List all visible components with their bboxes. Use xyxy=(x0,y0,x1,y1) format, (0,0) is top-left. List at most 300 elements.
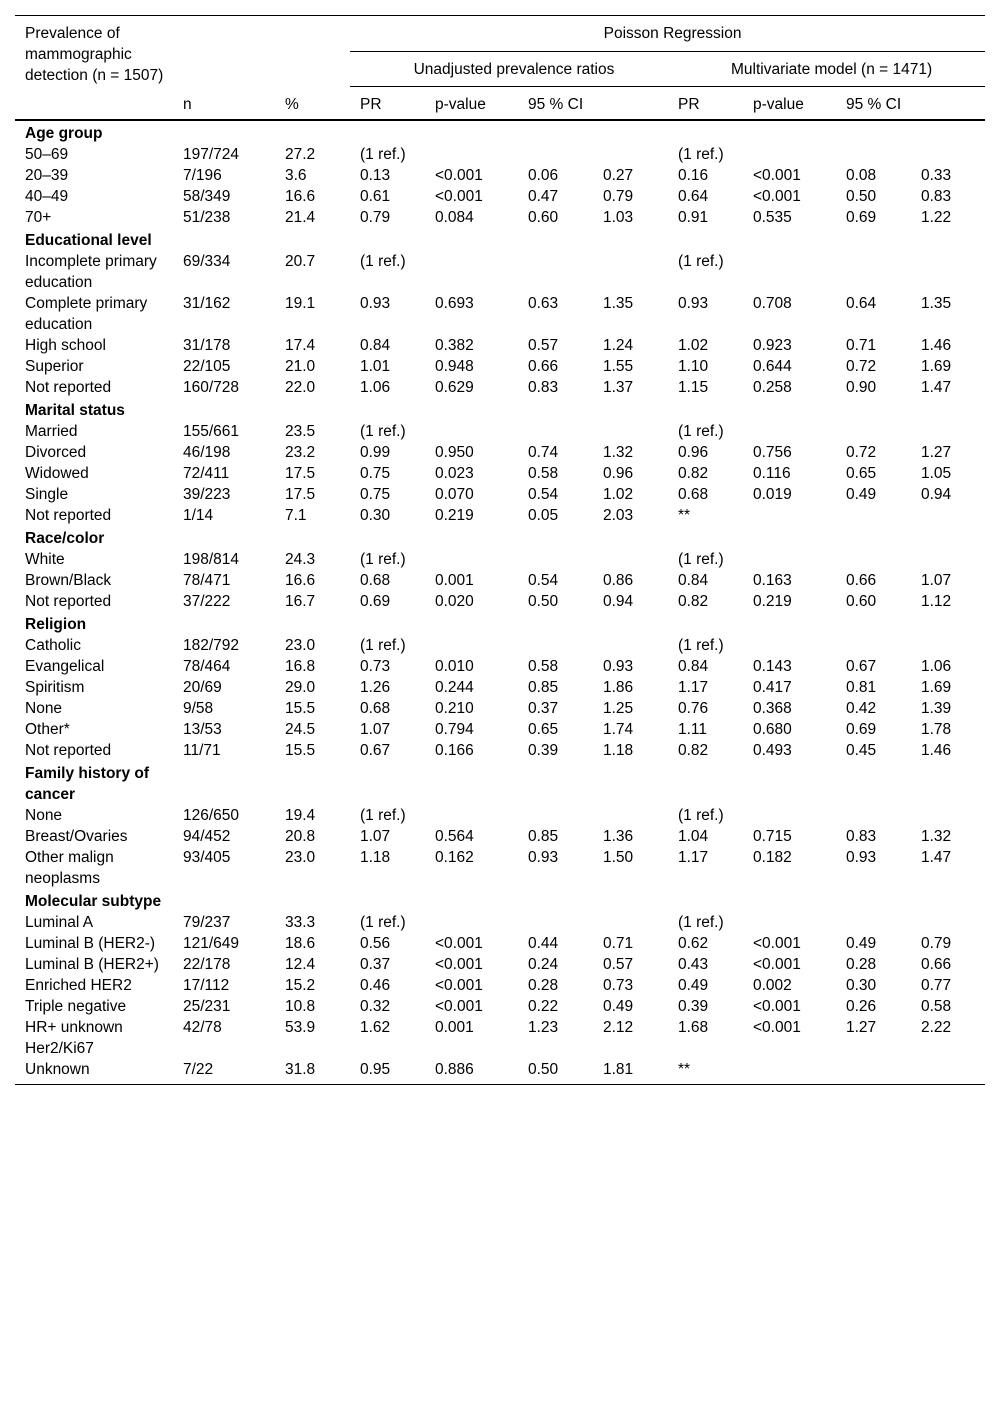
cell-pvalue: 0.382 xyxy=(435,337,474,354)
cell-mpvalue: 0.258 xyxy=(753,379,792,396)
cell-n: 126/650 xyxy=(183,807,240,824)
cell-mpr: 0.49 xyxy=(678,977,709,994)
group-filler xyxy=(173,228,985,251)
cell-mpr: 0.84 xyxy=(678,658,709,675)
group-title: Marital status xyxy=(25,402,125,419)
cell-n: 31/178 xyxy=(183,337,231,354)
row-label: Not reported xyxy=(25,742,112,759)
table-row xyxy=(15,377,985,398)
cell-n: 22/178 xyxy=(183,956,231,973)
cell-ci-high: 1.81 xyxy=(593,1059,668,1085)
header-ci: 95 % CI xyxy=(518,87,668,121)
cell-n: 58/349 xyxy=(183,188,231,205)
cell-mci-high: 2.22 xyxy=(921,1019,952,1036)
cell-mpvalue: <0.001 xyxy=(753,935,801,952)
cell-n: 39/223 xyxy=(183,486,231,503)
cell-pvalue: <0.001 xyxy=(435,167,483,184)
group-title: Educational level xyxy=(25,232,152,249)
cell-ci-low: 0.60 xyxy=(528,209,559,226)
cell-n: 160/728 xyxy=(183,379,240,396)
cell-mpvalue xyxy=(743,912,836,933)
cell-pr: 1.62 xyxy=(360,1019,391,1036)
cell-ci-high xyxy=(593,421,668,442)
cell-n: 42/78 xyxy=(183,1019,222,1036)
cell-mpr: 1.17 xyxy=(678,849,709,866)
cell-mpvalue: 0.708 xyxy=(753,295,792,312)
cell-pct: 3.6 xyxy=(285,167,307,184)
cell-pr: 0.68 xyxy=(360,700,391,717)
cell-mci-high xyxy=(911,635,985,656)
table-body xyxy=(15,120,985,1085)
cell-n: 72/411 xyxy=(183,465,230,482)
cell-pr: (1 ref.) xyxy=(360,914,406,931)
cell-mpr: 0.91 xyxy=(678,209,709,226)
cell-pvalue xyxy=(425,549,518,570)
cell-pvalue: <0.001 xyxy=(435,956,483,973)
cell-mpr: 1.68 xyxy=(678,1019,709,1036)
cell-pr: 0.95 xyxy=(350,1059,425,1085)
cell-ci-high: 0.49 xyxy=(603,998,634,1015)
cell-mci-low: 0.90 xyxy=(846,379,877,396)
cell-mpvalue xyxy=(743,549,836,570)
row-label: Not reported xyxy=(25,379,112,396)
cell-mci-low: 0.42 xyxy=(846,700,877,717)
cell-ci-low: 0.47 xyxy=(528,188,559,205)
cell-pvalue xyxy=(425,144,518,165)
cell-pvalue: 0.886 xyxy=(425,1059,518,1085)
cell-ci-high: 1.37 xyxy=(603,379,634,396)
cell-mci-high: 1.39 xyxy=(921,700,952,717)
group-title: Molecular subtype xyxy=(25,893,162,910)
cell-mci-low xyxy=(836,421,911,442)
cell-mci-low: 0.66 xyxy=(846,572,877,589)
table-row xyxy=(15,186,985,207)
cell-mci-low: 0.08 xyxy=(846,167,877,184)
cell-mpr: 1.10 xyxy=(678,358,709,375)
cell-mpr: 0.82 xyxy=(678,742,709,759)
header-pr: PR xyxy=(350,87,425,121)
row-label: None xyxy=(25,807,63,824)
cell-mci-high xyxy=(911,251,985,293)
cell-mpvalue: 0.116 xyxy=(753,465,791,482)
cell-pct: 29.0 xyxy=(285,679,316,696)
cell-ci-low xyxy=(518,912,593,933)
table-row xyxy=(15,505,985,526)
cell-ci-low xyxy=(518,251,593,293)
cell-ci-high: 0.27 xyxy=(603,167,634,184)
row-label: Luminal A xyxy=(25,914,94,931)
cell-ci-high xyxy=(593,912,668,933)
cell-pct: 17.4 xyxy=(285,337,316,354)
row-label: Not reported xyxy=(25,593,112,610)
cell-mpvalue: 0.219 xyxy=(753,593,792,610)
cell-ci-low: 0.58 xyxy=(528,465,559,482)
table-row xyxy=(15,805,985,826)
row-label: Enriched HER2 xyxy=(25,977,132,994)
cell-pr: 0.37 xyxy=(360,956,391,973)
cell-n: 13/53 xyxy=(183,721,222,738)
cell-n: 198/814 xyxy=(183,551,240,568)
header-unadjusted: Unadjusted prevalence ratios xyxy=(350,52,668,87)
cell-pr: 0.99 xyxy=(360,444,391,461)
table-row xyxy=(15,1059,985,1085)
table-header xyxy=(15,16,985,121)
cell-ci-high: 1.86 xyxy=(603,679,634,696)
cell-pvalue: 0.001 xyxy=(435,1019,474,1036)
cell-mpvalue xyxy=(743,251,836,293)
cell-pct: 16.7 xyxy=(285,593,316,610)
cell-n: 79/237 xyxy=(183,914,231,931)
cell-mpvalue: 0.535 xyxy=(753,209,792,226)
cell-pvalue: 0.166 xyxy=(435,742,474,759)
header-pct: % xyxy=(275,16,350,121)
cell-mpvalue: 0.923 xyxy=(753,337,792,354)
cell-mci-high: 1.47 xyxy=(921,849,952,866)
group-row xyxy=(15,398,985,421)
cell-pvalue xyxy=(425,635,518,656)
cell-mpr: 1.15 xyxy=(678,379,709,396)
cell-mci-low xyxy=(836,505,911,526)
table-row xyxy=(15,677,985,698)
cell-mci-low xyxy=(836,635,911,656)
cell-pct: 31.8 xyxy=(275,1059,350,1085)
cell-ci-low xyxy=(518,805,593,826)
cell-mci-high: 1.78 xyxy=(921,721,952,738)
cell-mci-high: 1.07 xyxy=(921,572,952,589)
cell-ci-low: 1.23 xyxy=(528,1019,559,1036)
table-row xyxy=(15,719,985,740)
cell-pvalue: 0.084 xyxy=(435,209,474,226)
cell-ci-low: 0.85 xyxy=(528,828,559,845)
cell-pct: 16.6 xyxy=(285,188,316,205)
cell-mci-high: 1.69 xyxy=(921,358,952,375)
cell-mpr: 1.02 xyxy=(678,337,709,354)
cell-mpr: (1 ref.) xyxy=(678,146,724,163)
cell-mpr: ** xyxy=(678,507,691,524)
cell-n: 1/14 xyxy=(183,507,214,524)
cell-mci-low: 0.28 xyxy=(846,956,877,973)
cell-pr: 1.07 xyxy=(360,828,391,845)
header-pvalue: p-value xyxy=(425,87,518,121)
cell-pct: 15.2 xyxy=(285,977,316,994)
cell-ci-high: 0.94 xyxy=(603,593,634,610)
table-row xyxy=(15,293,985,335)
cell-mpr: 0.82 xyxy=(678,465,709,482)
cell-pct: 18.6 xyxy=(285,935,316,952)
table-row xyxy=(15,165,985,186)
cell-pr: (1 ref.) xyxy=(360,807,406,824)
cell-pct: 12.4 xyxy=(285,956,316,973)
cell-pr: 0.61 xyxy=(360,188,391,205)
cell-ci-low: 0.39 xyxy=(528,742,559,759)
cell-ci-low: 0.44 xyxy=(528,935,559,952)
row-label: Evangelical xyxy=(25,658,105,675)
cell-pr: 0.68 xyxy=(360,572,391,589)
cell-mci-low: 0.64 xyxy=(846,295,877,312)
cell-pct: 16.6 xyxy=(285,572,316,589)
cell-mci-low: 0.49 xyxy=(846,935,877,952)
cell-ci-high: 1.03 xyxy=(603,209,634,226)
cell-pct: 53.9 xyxy=(285,1019,316,1036)
cell-ci-high: 1.74 xyxy=(603,721,634,738)
cell-mpvalue: 0.002 xyxy=(753,977,792,994)
header-multivariate: Multivariate model (n = 1471) xyxy=(668,52,985,87)
cell-pr: 0.46 xyxy=(360,977,391,994)
group-row xyxy=(15,612,985,635)
cell-pct: 16.8 xyxy=(285,658,316,675)
cell-mpr: 0.39 xyxy=(678,998,709,1015)
cell-pct: 33.3 xyxy=(285,914,316,931)
cell-mci-high: 0.83 xyxy=(921,188,952,205)
cell-mci-high: 1.27 xyxy=(921,444,952,461)
cell-pvalue: <0.001 xyxy=(435,977,483,994)
cell-mci-high: 0.77 xyxy=(921,977,952,994)
row-label: Other malign neoplasms xyxy=(25,849,114,887)
cell-ci-high: 0.57 xyxy=(603,956,634,973)
row-label: Single xyxy=(25,486,69,503)
cell-mpvalue: 0.182 xyxy=(753,849,792,866)
cell-ci-low: 0.28 xyxy=(528,977,559,994)
header-mpr: PR xyxy=(668,87,743,121)
cell-mpr: 1.17 xyxy=(678,679,709,696)
cell-mpr: ** xyxy=(668,1059,743,1085)
cell-ci-high: 0.93 xyxy=(603,658,634,675)
row-label: 40–49 xyxy=(25,188,69,205)
cell-mpr: (1 ref.) xyxy=(678,551,724,568)
cell-ci-high xyxy=(593,251,668,293)
table-row xyxy=(15,463,985,484)
group-filler xyxy=(173,612,985,635)
cell-n: 7/196 xyxy=(183,167,222,184)
table-row xyxy=(15,740,985,761)
cell-ci-low xyxy=(518,144,593,165)
cell-ci-low: 0.54 xyxy=(528,486,559,503)
table-row xyxy=(15,591,985,612)
cell-pct: 17.5 xyxy=(285,486,316,503)
cell-pct: 23.5 xyxy=(285,423,316,440)
cell-pvalue: 0.020 xyxy=(435,593,474,610)
cell-mpvalue: 0.680 xyxy=(753,721,792,738)
cell-ci-low: 0.63 xyxy=(528,295,559,312)
group-row xyxy=(15,526,985,549)
table-row xyxy=(15,335,985,356)
cell-pvalue: 0.950 xyxy=(435,444,474,461)
cell-pvalue: 0.219 xyxy=(435,507,474,524)
cell-pvalue: 0.210 xyxy=(435,700,474,717)
row-label: High school xyxy=(25,337,106,354)
cell-mci-low: 0.26 xyxy=(846,998,877,1015)
cell-pct: 17.5 xyxy=(285,465,316,482)
cell-n: 94/452 xyxy=(183,828,231,845)
table-row xyxy=(15,996,985,1017)
group-title: Religion xyxy=(25,616,87,633)
cell-mpvalue xyxy=(743,805,836,826)
cell-mci-low: 0.69 xyxy=(846,721,877,738)
cell-mci-low: 0.72 xyxy=(846,444,877,461)
cell-pvalue: 0.070 xyxy=(435,486,474,503)
group-row xyxy=(15,761,985,805)
cell-ci-high: 0.79 xyxy=(603,188,634,205)
cell-ci-low: 0.65 xyxy=(528,721,559,738)
cell-pr: 0.56 xyxy=(360,935,391,952)
table-row xyxy=(15,1017,985,1059)
cell-ci-low: 0.37 xyxy=(528,700,559,717)
cell-mpr: 1.11 xyxy=(678,721,708,738)
cell-mci-low: 0.83 xyxy=(846,828,877,845)
cell-mci-high: 1.47 xyxy=(921,379,952,396)
cell-pct: 24.3 xyxy=(285,551,316,568)
row-label: Spiritism xyxy=(25,679,85,696)
row-label: Married xyxy=(25,423,78,440)
row-label: Complete primary education xyxy=(25,295,148,333)
row-label: Incomplete primary education xyxy=(25,253,157,291)
cell-pr: 0.67 xyxy=(360,742,391,759)
row-label: Superior xyxy=(25,358,84,375)
cell-n: 46/198 xyxy=(183,444,231,461)
row-label: Breast/Ovaries xyxy=(25,828,128,845)
cell-pvalue: 0.010 xyxy=(435,658,474,675)
cell-mpr: (1 ref.) xyxy=(678,637,724,654)
cell-mci-high: 1.35 xyxy=(921,295,952,312)
cell-ci-high: 1.25 xyxy=(603,700,634,717)
cell-mci-high: 0.33 xyxy=(921,167,952,184)
cell-mpvalue: <0.001 xyxy=(753,167,801,184)
cell-mci-high: 1.22 xyxy=(921,209,952,226)
cell-ci-high: 0.71 xyxy=(603,935,634,952)
cell-ci-low: 0.74 xyxy=(528,444,559,461)
cell-n: 9/58 xyxy=(183,700,214,717)
cell-pvalue: 0.564 xyxy=(435,828,474,845)
cell-mpvalue: <0.001 xyxy=(753,188,801,205)
cell-pvalue: 0.693 xyxy=(435,295,474,312)
cell-mci-low xyxy=(836,1059,911,1085)
cell-n: 22/105 xyxy=(183,358,231,375)
table-row xyxy=(15,356,985,377)
cell-pr: 0.69 xyxy=(360,593,391,610)
cell-ci-low: 0.57 xyxy=(528,337,559,354)
cell-n: 37/222 xyxy=(183,593,231,610)
cell-ci-high: 1.02 xyxy=(603,486,634,503)
cell-pr: 1.01 xyxy=(360,358,391,375)
cell-mci-high xyxy=(911,1059,985,1085)
cell-mpr: 0.43 xyxy=(678,956,709,973)
cell-mpvalue xyxy=(743,1059,836,1085)
cell-mpvalue: 0.019 xyxy=(753,486,792,503)
cell-ci-low: 0.93 xyxy=(528,849,559,866)
cell-n: 20/69 xyxy=(183,679,222,696)
cell-pr: 1.06 xyxy=(360,379,391,396)
cell-mci-high: 1.12 xyxy=(921,593,952,610)
cell-n: 7/22 xyxy=(173,1059,275,1085)
cell-mpvalue xyxy=(743,421,836,442)
cell-ci-high xyxy=(593,635,668,656)
row-label: None xyxy=(25,700,63,717)
cell-mci-high xyxy=(911,912,985,933)
cell-ci-high: 0.96 xyxy=(603,465,634,482)
cell-mci-low: 0.67 xyxy=(846,658,877,675)
row-label: 20–39 xyxy=(25,167,69,184)
cell-ci-low: 0.85 xyxy=(528,679,559,696)
cell-pvalue: <0.001 xyxy=(435,188,483,205)
cell-pr: 0.13 xyxy=(360,167,391,184)
cell-pct: 15.5 xyxy=(285,742,316,759)
cell-ci-high: 1.18 xyxy=(603,742,634,759)
table-row xyxy=(15,442,985,463)
cell-mpvalue: 0.715 xyxy=(753,828,792,845)
cell-mci-high xyxy=(911,505,985,526)
cell-pr: 0.75 xyxy=(360,486,391,503)
cell-ci-low: 0.22 xyxy=(528,998,559,1015)
cell-pct: 20.8 xyxy=(285,828,316,845)
row-label: Not reported xyxy=(25,507,112,524)
cell-mpr: (1 ref.) xyxy=(678,253,724,270)
cell-mpr: 1.04 xyxy=(678,828,709,845)
table-row xyxy=(15,698,985,719)
cell-mci-high xyxy=(911,144,985,165)
cell-mci-low xyxy=(836,251,911,293)
cell-mpvalue: 0.493 xyxy=(753,742,792,759)
cell-mci-high: 1.32 xyxy=(921,828,952,845)
cell-mpr: (1 ref.) xyxy=(678,914,724,931)
cell-ci-high: 2.03 xyxy=(603,507,634,524)
cell-mci-low xyxy=(836,912,911,933)
row-label: Other* xyxy=(25,721,70,738)
cell-pr: (1 ref.) xyxy=(360,423,406,440)
cell-mpr: (1 ref.) xyxy=(678,423,724,440)
cell-mpr: 0.68 xyxy=(678,486,709,503)
cell-mpvalue: <0.001 xyxy=(753,956,801,973)
table-row xyxy=(15,207,985,228)
prevalence-table xyxy=(15,15,985,1085)
cell-mci-low: 0.81 xyxy=(846,679,877,696)
cell-pr: 0.32 xyxy=(360,998,391,1015)
cell-pvalue xyxy=(425,805,518,826)
cell-mpvalue: <0.001 xyxy=(753,998,801,1015)
cell-ci-high: 1.35 xyxy=(603,295,634,312)
cell-n: 11/71 xyxy=(183,742,221,759)
cell-mci-high: 1.46 xyxy=(921,742,952,759)
cell-mci-high: 0.66 xyxy=(921,956,952,973)
row-label: Unknown xyxy=(15,1059,173,1085)
cell-pct: 19.1 xyxy=(285,295,316,312)
cell-ci-low: 0.06 xyxy=(528,167,559,184)
table-row xyxy=(15,912,985,933)
cell-n: 197/724 xyxy=(183,146,240,163)
cell-pvalue xyxy=(425,421,518,442)
cell-pr: 0.75 xyxy=(360,465,391,482)
cell-ci-high xyxy=(593,144,668,165)
cell-pct: 7.1 xyxy=(285,507,307,524)
cell-pr: 0.30 xyxy=(360,507,391,524)
row-label: Divorced xyxy=(25,444,87,461)
cell-pr: 0.84 xyxy=(360,337,391,354)
cell-pct: 15.5 xyxy=(285,700,316,717)
table-row xyxy=(15,847,985,889)
table-row xyxy=(15,251,985,293)
cell-n: 121/649 xyxy=(183,935,240,952)
row-label: Brown/Black xyxy=(25,572,112,589)
cell-ci-high xyxy=(593,805,668,826)
cell-mci-low xyxy=(836,144,911,165)
cell-mci-low xyxy=(836,549,911,570)
cell-mci-low: 1.27 xyxy=(846,1019,877,1036)
row-label: 50–69 xyxy=(25,146,69,163)
cell-ci-high: 1.50 xyxy=(603,849,634,866)
cell-pvalue: 0.629 xyxy=(435,379,474,396)
cell-pr: 1.26 xyxy=(360,679,391,696)
cell-pr: 0.93 xyxy=(360,295,391,312)
cell-ci-high: 1.32 xyxy=(603,444,634,461)
